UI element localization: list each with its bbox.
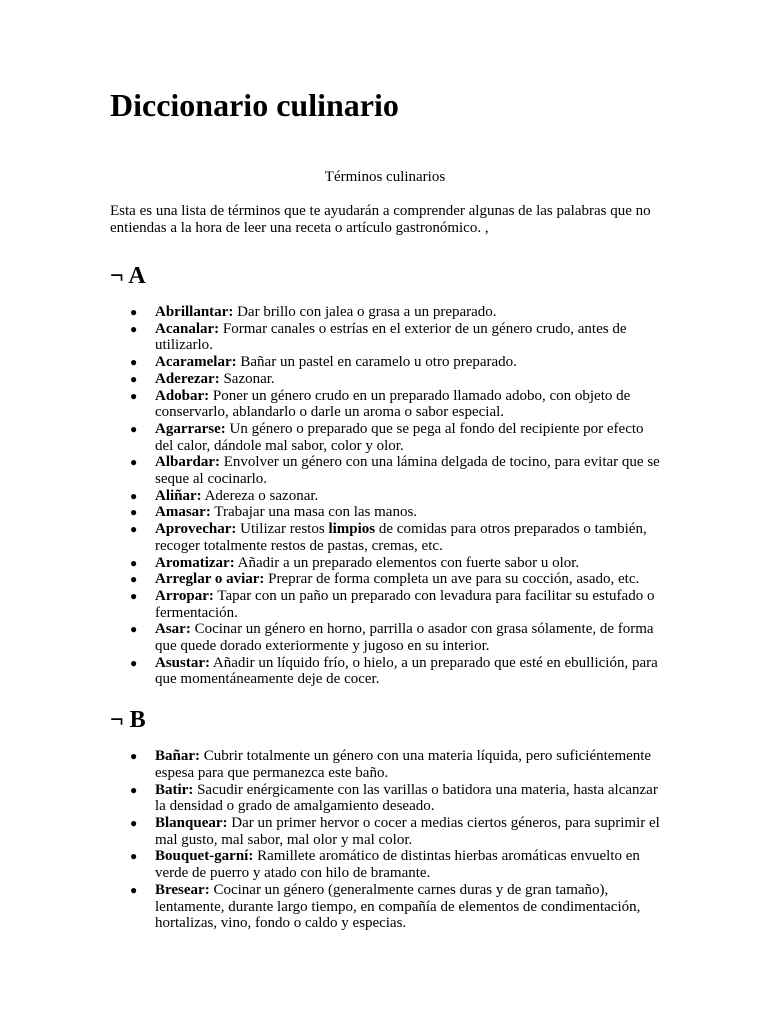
definition: Tapar con un paño un preparado con levadura para facilitar su estufado o fermentación. — [155, 587, 655, 621]
bullet-icon: ● — [130, 622, 138, 637]
definition: Ramillete aromático de distintas hierbas aromáticas envuelto en verde de puerro y atado con hilo de bramante. — [155, 848, 640, 882]
term: Blanquear: — [155, 814, 228, 831]
definition: de comidas para otros preparados o también, recoger totalmente restos de pastas, cremas, etc. — [155, 521, 647, 554]
list-item — [130, 587, 660, 621]
page-title: Diccionario culinario — [110, 87, 399, 123]
list-item — [130, 320, 660, 354]
definition: Un género o preparado que se pega al fondo del recipiente por efecto del calor, dándole mal sabor, color y olor. — [155, 420, 644, 454]
term-list-b — [110, 748, 660, 932]
term: Aromatizar: — [155, 554, 235, 571]
term: Aliñar: — [155, 487, 202, 504]
section-heading-b: ¬ B — [110, 707, 146, 734]
list-item — [130, 621, 660, 655]
bullet-icon: ● — [130, 421, 138, 436]
list-item — [130, 304, 660, 321]
list-item — [130, 420, 660, 454]
bullet-icon: ● — [130, 355, 138, 370]
term: Albardar: — [155, 454, 220, 471]
definition: Preprar de forma completa un ave para su cocción, asado, etc. — [264, 571, 640, 588]
definition-emphasis: limpios — [328, 521, 376, 538]
bullet-icon: ● — [130, 849, 138, 864]
term: Amasar: — [155, 504, 211, 521]
bullet-icon: ● — [130, 882, 138, 897]
term: Abrillantar: — [155, 304, 234, 320]
definition: Trabajar una masa con las manos. — [210, 504, 418, 521]
term: Bresear: — [155, 881, 210, 898]
definition: Sacudir enérgicamente con las varillas o batidora una materia, hasta alcanzar la densidad o grado de amalgamiento deseado. — [155, 781, 658, 815]
list-item — [130, 370, 660, 388]
list-item — [130, 571, 660, 588]
bullet-icon: ● — [130, 782, 138, 797]
list-item — [130, 504, 660, 521]
definition: Dar brillo con jalea o grasa a un preparado. — [233, 304, 497, 320]
intro-paragraph: Esta es una lista de términos que te ayudarán a comprender algunas de las palabras que no entiendas a la hora de leer una receta o artículo gastronómico. , — [110, 203, 651, 236]
bullet-icon: ● — [130, 815, 138, 830]
bullet-icon: ● — [130, 321, 138, 336]
term: Adobar: — [155, 387, 210, 404]
term: Agarrarse: — [155, 420, 226, 437]
bullet-icon: ● — [130, 655, 138, 670]
term: Batir: — [155, 781, 194, 798]
document-page — [110, 86, 660, 932]
bullet-icon: ● — [130, 555, 138, 570]
list-item — [130, 654, 660, 688]
definition: Añadir a un preparado elementos con fuerte sabor u olor. — [234, 554, 580, 571]
bullet-icon: ● — [130, 305, 138, 319]
bullet-icon: ● — [130, 388, 138, 403]
term: Acaramelar: — [155, 354, 237, 371]
section-heading-a: ¬ A — [110, 263, 146, 289]
list-item — [130, 554, 660, 572]
term: Arropar: — [155, 587, 214, 604]
bullet-icon: ● — [130, 749, 138, 764]
definition: Dar un primer hervor o cocer a medias ciertos géneros, para suprimir el mal gusto, mal sabor, mal olor y mal color. — [155, 814, 660, 848]
list-item — [130, 454, 660, 488]
definition: Sazonar. — [219, 370, 275, 387]
bullet-icon: ● — [130, 505, 138, 520]
term: Aprovechar: — [155, 521, 237, 538]
list-item — [130, 814, 660, 848]
bullet-icon: ● — [130, 522, 138, 537]
term: Asar: — [155, 621, 191, 638]
term: Bouquet-garní: — [155, 848, 254, 865]
bullet-icon: ● — [130, 572, 138, 587]
term-list-a — [110, 304, 660, 688]
list-item — [130, 781, 660, 815]
definition: Envolver un género con una lámina delgada de tocino, para evitar que se seque al cocinarlo. — [155, 454, 660, 488]
list-item — [130, 354, 660, 371]
list-item — [130, 521, 660, 554]
term: Acanalar: — [155, 320, 220, 337]
definition: Adereza o sazonar. — [201, 487, 319, 504]
definition: Formar canales o estrías en el exterior de un género crudo, antes de utilizarlo. — [155, 320, 627, 354]
bullet-icon: ● — [130, 371, 138, 386]
definition: Cocinar un género en horno, parrilla o asador con grasa sólamente, de forma que quede dorado exteriormente y jugoso en su interior. — [155, 621, 654, 655]
list-item — [130, 881, 660, 932]
list-item — [130, 848, 660, 882]
term: Arreglar o aviar: — [155, 571, 265, 588]
definition: Utilizar restos — [236, 521, 329, 538]
section-a — [110, 262, 660, 688]
bullet-icon: ● — [130, 488, 138, 503]
list-item — [130, 387, 660, 421]
subtitle: Términos culinarios — [324, 169, 446, 185]
bullet-icon: ● — [130, 588, 138, 603]
list-item — [130, 748, 660, 781]
section-b — [110, 706, 660, 932]
definition: Añadir un líquido frío, o hielo, a un preparado que esté en ebullición, para que momentáneamente deje de cocer. — [155, 654, 658, 688]
definition: Poner un género crudo en un preparado llamado adobo, con objeto de conservarlo, ablandarlo o darle un aroma o sabor especial. — [155, 387, 631, 421]
list-item — [130, 487, 660, 505]
definition: Cocinar un género (generalmente carnes duras y de gran tamaño), lentamente, durante largo tiempo, en compañía de elementos de condimentación, hortalizas, vino, fondo o caldo y especias. — [155, 881, 641, 932]
term: Asustar: — [155, 654, 210, 671]
bullet-icon: ● — [130, 455, 138, 470]
term: Aderezar: — [155, 370, 220, 387]
term: Bañar: — [155, 748, 200, 765]
definition: Bañar un pastel en caramelo u otro preparado. — [236, 354, 517, 371]
definition: Cubrir totalmente un género con una materia líquida, pero suficiéntemente espesa para que permanezca este baño. — [155, 748, 652, 781]
